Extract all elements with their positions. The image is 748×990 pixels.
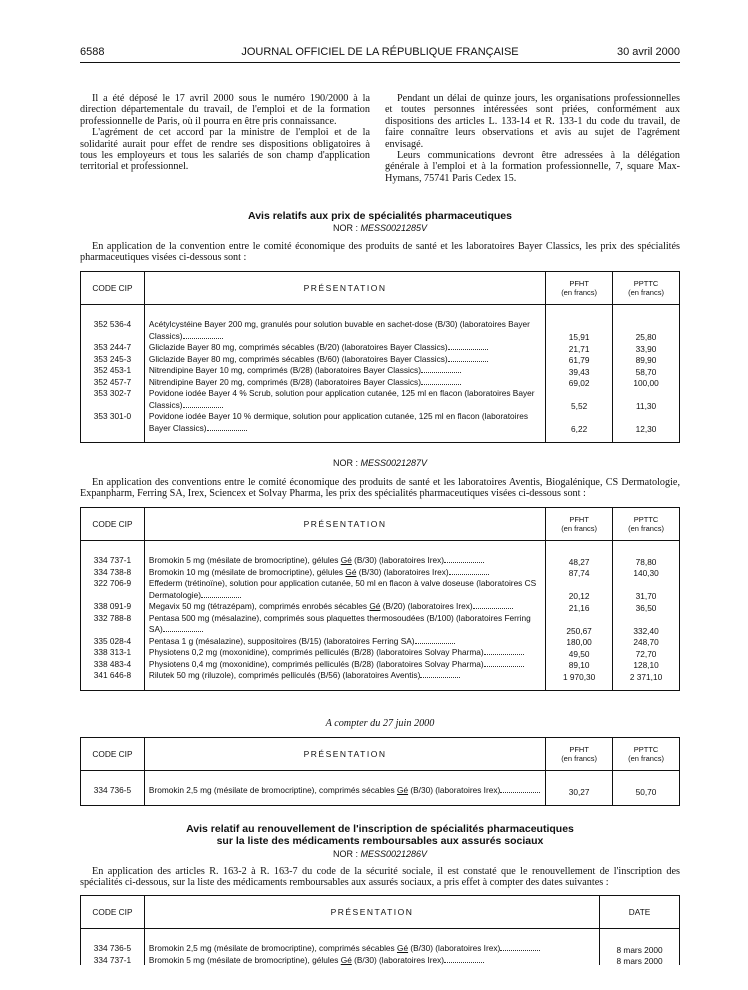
cip-code: 334 738-8 <box>81 567 145 579</box>
pfht-value: 39,43 <box>546 365 613 377</box>
generic-marker: Gé <box>369 601 381 611</box>
presentation-text-suffix: (B/30) (laboratoires Irex) <box>356 566 449 577</box>
pfht-value: 21,16 <box>546 601 613 613</box>
cip-code: 353 301-0 <box>81 411 145 443</box>
col-header-code: CODE CIP <box>81 896 145 929</box>
table-row <box>81 342 680 354</box>
presentation-text: Nitrendipine Bayer 10 mg, comprimés (B/28) (laboratoires Bayer Classics) <box>148 365 421 375</box>
presentation-text: Bromokin 5 mg (mésilate de bromocriptine), gélules <box>148 954 341 965</box>
pfht-value: 48,27 <box>546 541 613 567</box>
price-table-multi-lab <box>80 507 680 691</box>
pfht-value: 20,12 <box>546 578 613 601</box>
cip-code: 322 706-9 <box>81 578 145 601</box>
leader-dots <box>473 602 513 609</box>
pfht-value: 89,10 <box>546 659 613 671</box>
cip-code: 353 245-3 <box>81 354 145 366</box>
cip-code: 353 244-7 <box>81 342 145 354</box>
section-1-title: Avis relatifs aux prix de spécialités pharmaceutiques <box>248 210 512 222</box>
presentation-text: Pentasa 500 mg (mésalazine), comprimés sous plaquettes thermosoudées (B/100) (laboratoires Ferring SA) <box>148 612 531 634</box>
col-header-presentation: PRÉSENTATION <box>144 896 599 929</box>
col-header-presentation: PRÉSENTATION <box>144 272 545 305</box>
presentation-cell <box>144 377 545 389</box>
nor-label: NOR : <box>332 223 358 233</box>
cip-code: 338 091-9 <box>81 601 145 613</box>
leader-dots <box>201 591 241 598</box>
ppttc-value: 332,40 <box>613 613 680 636</box>
generic-marker: Gé <box>345 566 357 577</box>
ppttc-value: 89,90 <box>613 354 680 366</box>
journal-title: JOURNAL OFFICIEL DE LA RÉPUBLIQUE FRANÇAISE <box>241 46 519 58</box>
table-row <box>81 647 680 659</box>
nor-code: MESS0021285V <box>360 223 428 233</box>
reimbursement-table <box>80 895 680 965</box>
ppttc-value: 248,70 <box>613 636 680 648</box>
table-row <box>81 636 680 648</box>
table-row <box>81 365 680 377</box>
presentation-text: Megavix 50 mg (tétrazépam), comprimés enrobés sécables <box>148 601 370 611</box>
presentation-text: Pentasa 1 g (mésalazine), suppositoires (B/15) (laboratoires Ferring SA) <box>148 635 415 646</box>
table-header-row <box>81 896 680 929</box>
cip-code: 338 483-4 <box>81 659 145 671</box>
date-value: 8 mars 2000 <box>600 955 680 966</box>
presentation-cell <box>144 567 545 579</box>
presentation-text: Povidone iodée Bayer 4 % Scrub, solution pour application cutanée, 125 ml en flacon (laboratoires Bayer Classics) <box>148 388 535 410</box>
pfht-value: 49,50 <box>546 647 613 659</box>
pfht-value: 15,91 <box>546 305 613 343</box>
section-4-title-line-2: sur la liste des médicaments remboursables aux assurés sociaux <box>216 835 544 847</box>
section-1-paragraph: En application de la convention entre le comité économique des produits de santé et les laboratoires Bayer Classics, les prix des spécialités pharmaceutiques visées ci-dessous sont : <box>80 241 680 264</box>
intro-left-paragraph-1: Il a été déposé le 17 avril 2000 sous le numéro 190/2000 à la direction départementale du travail, de l'emploi et de la formation professionnelle de Paris, où il pourra en être pris connaissance. <box>80 93 370 127</box>
ppttc-value: 31,70 <box>613 578 680 601</box>
price-table-from-june <box>80 737 680 806</box>
col-header-presentation: PRÉSENTATION <box>144 738 545 771</box>
cip-code: 334 736-5 <box>81 929 145 955</box>
table-row <box>81 578 680 601</box>
presentation-text: Gliclazide Bayer 80 mg, comprimés sécables (B/60) (laboratoires Bayer Classics) <box>148 353 448 364</box>
ppttc-value: 33,90 <box>613 342 680 354</box>
presentation-text: Povidone iodée Bayer 10 % dermique, solution pour application cutanée, 125 ml en flacon (laboratoires Bayer Classics) <box>148 411 529 433</box>
cip-code: 353 302-7 <box>81 388 145 411</box>
leader-dots <box>500 786 540 793</box>
table-header-row <box>81 738 680 771</box>
leader-dots <box>449 568 489 575</box>
col-header-code: CODE CIP <box>81 738 145 771</box>
table-row <box>81 567 680 579</box>
table-row <box>81 388 680 411</box>
table-row <box>81 354 680 366</box>
presentation-cell <box>144 365 545 377</box>
intro-left-paragraph-2: L'agrément de cet accord par la ministre de l'emploi et de la solidarité aurait pour effet de rendre ses dispositions obligatoires à tous les employeurs et tous les salariés de son champ d'application territorial et professionnel. <box>80 127 370 173</box>
presentation-cell <box>144 613 545 636</box>
effective-date-subtitle: A compter du 27 juin 2000 <box>325 718 435 729</box>
presentation-cell <box>144 388 545 411</box>
presentation-cell <box>144 771 545 806</box>
presentation-cell <box>144 647 545 659</box>
col-header-ppttc: PPTTC (en francs) <box>613 508 680 541</box>
col-header-code: CODE CIP <box>81 508 145 541</box>
generic-marker: Gé <box>340 954 352 965</box>
price-table-bayer <box>80 271 680 443</box>
generic-marker: Gé <box>340 555 352 565</box>
section-4-title <box>80 823 680 847</box>
ppttc-value: 50,70 <box>613 771 680 806</box>
presentation-cell <box>144 411 545 443</box>
cip-code: 332 788-8 <box>81 613 145 636</box>
presentation-cell <box>144 670 545 690</box>
presentation-text: Effederm (trétinoïne), solution pour application cutanée, 50 ml en flacon à valve doseuse (laboratoires CS Dermatologie) <box>148 578 537 600</box>
col-header-ppttc: PPTTC (en francs) <box>613 272 680 305</box>
ppttc-value: 2 371,10 <box>613 670 680 690</box>
section-4-title-line-1: Avis relatif au renouvellement de l'inscription de spécialités pharmaceutiques <box>186 823 574 835</box>
presentation-text: Acétylcystéine Bayer 200 mg, granulés pour solution buvable en sachet-dose (B/30) (laboratoires Bayer Classics) <box>148 319 530 341</box>
intro-right-paragraph-1: Pendant un délai de quinze jours, les organisations professionnelles et toutes personnes intéressées sont priées, conformément aux dispositions des articles L. 133-14 et R. 133-1 du code du travail, de faire connaître leurs observations et avis au sujet de l'agrément envisagé. <box>385 93 680 150</box>
col-header-code: CODE CIP <box>81 272 145 305</box>
leader-dots <box>183 332 223 339</box>
ppttc-value: 36,50 <box>613 601 680 613</box>
presentation-text-suffix: (B/20) (laboratoires Irex) <box>380 601 473 611</box>
cip-code: 352 453-1 <box>81 365 145 377</box>
presentation-cell <box>144 955 599 966</box>
ppttc-value: 72,70 <box>613 647 680 659</box>
col-header-pfht: PFHT (en francs) <box>546 738 613 771</box>
cip-code: 338 313-1 <box>81 647 145 659</box>
cip-code: 352 457-7 <box>81 377 145 389</box>
cip-code: 335 028-4 <box>81 636 145 648</box>
presentation-text-suffix: (B/30) (laboratoires Irex) <box>351 954 445 965</box>
leader-dots <box>484 648 524 655</box>
cip-code: 352 536-4 <box>81 305 145 343</box>
table-row <box>81 541 680 567</box>
page-number: 6588 <box>80 46 105 58</box>
section-4-paragraph: En application des articles R. 163-2 à R. 163-7 du code de la sécurité sociale, il est constaté que le renouvellement de l'inscription des spécialités ci-dessous, sur la liste des médicaments remboursables aux assurés sociaux, a pris effet à compter des dates suivantes : <box>80 866 680 889</box>
intro-right-paragraph-2: Leurs communications devront être adressées à la délégation générale à l'emploi et à la formation professionnelle, 7, square Max-Hymans, 75741 Paris Cedex 15. <box>385 150 680 184</box>
cip-code: 334 736-5 <box>81 771 145 806</box>
section-4-nor <box>80 849 680 859</box>
leader-dots <box>444 556 484 563</box>
presentation-text-suffix: (B/30) (laboratoires Irex) <box>408 785 501 795</box>
cip-code: 334 737-1 <box>81 955 145 966</box>
presentation-text: Gliclazide Bayer 80 mg, comprimés sécables (B/20) (laboratoires Bayer Classics) <box>148 342 448 352</box>
table-row <box>81 929 680 955</box>
section-1-nor <box>80 223 680 233</box>
leader-dots <box>448 343 488 350</box>
pfht-value: 180,00 <box>546 636 613 648</box>
ppttc-value: 78,80 <box>613 541 680 567</box>
intro-right-column <box>385 93 680 184</box>
leader-dots <box>415 637 455 644</box>
nor-code: MESS0021286V <box>360 849 428 859</box>
cip-code: 334 737-1 <box>81 541 145 567</box>
table-row <box>81 771 680 806</box>
table-row <box>81 411 680 443</box>
reimbursement-table-clip <box>80 895 680 965</box>
pfht-value: 6,22 <box>546 411 613 443</box>
ppttc-value: 140,30 <box>613 567 680 579</box>
col-header-date: DATE <box>600 896 680 929</box>
ppttc-value: 128,10 <box>613 659 680 671</box>
header-rule <box>80 62 680 63</box>
nor-label: NOR : <box>332 849 358 859</box>
leader-dots <box>421 366 461 373</box>
pfht-value: 250,67 <box>546 613 613 636</box>
presentation-text: Bromokin 5 mg (mésilate de bromocriptine), gélules <box>148 555 341 565</box>
date-value: 8 mars 2000 <box>600 929 680 955</box>
leader-dots <box>444 956 484 963</box>
section-2-nor <box>80 458 680 468</box>
pfht-value: 69,02 <box>546 377 613 389</box>
col-header-ppttc: PPTTC (en francs) <box>613 738 680 771</box>
leader-dots <box>183 401 223 408</box>
table-row <box>81 305 680 343</box>
ppttc-value: 12,30 <box>613 411 680 443</box>
cip-code: 341 646-8 <box>81 670 145 690</box>
intro-left-column <box>80 93 370 173</box>
presentation-cell <box>144 342 545 354</box>
generic-marker: Gé <box>396 943 409 953</box>
leader-dots <box>163 625 203 632</box>
presentation-text: Physiotens 0,2 mg (moxonidine), comprimés pelliculés (B/28) (laboratoires Solvay Pharma) <box>148 647 484 657</box>
leader-dots <box>448 355 488 362</box>
presentation-text: Physiotens 0,4 mg (moxonidine), comprimés pelliculés (B/28) (laboratoires Solvay Pharma) <box>148 658 484 669</box>
table-header-row <box>81 508 680 541</box>
table-header-row <box>81 272 680 305</box>
presentation-cell <box>144 659 545 671</box>
ppttc-value: 100,00 <box>613 377 680 389</box>
presentation-text-suffix: (B/30) (laboratoires Irex) <box>408 943 501 953</box>
pfht-value: 87,74 <box>546 567 613 579</box>
leader-dots <box>420 671 460 678</box>
nor-code: MESS0021287V <box>360 458 428 468</box>
ppttc-value: 25,80 <box>613 305 680 343</box>
presentation-cell <box>144 305 545 343</box>
issue-date: 30 avril 2000 <box>617 46 680 58</box>
table-row <box>81 613 680 636</box>
presentation-cell <box>144 578 545 601</box>
nor-label: NOR : <box>332 458 358 468</box>
table-row <box>81 659 680 671</box>
pfht-value: 21,71 <box>546 342 613 354</box>
presentation-text-suffix: (B/30) (laboratoires Irex) <box>351 555 445 565</box>
presentation-text: Bromokin 10 mg (mésilate de bromocriptine), gélules <box>148 566 346 577</box>
presentation-text: Rilutek 50 mg (riluzole), comprimés pelliculés (B/56) (laboratoires Aventis) <box>148 670 421 680</box>
pfht-value: 30,27 <box>546 771 613 806</box>
presentation-cell <box>144 636 545 648</box>
pfht-value: 1 970,30 <box>546 670 613 690</box>
presentation-cell <box>144 601 545 613</box>
ppttc-value: 58,70 <box>613 365 680 377</box>
ppttc-value: 11,30 <box>613 388 680 411</box>
presentation-cell <box>144 929 599 955</box>
col-header-presentation: PRÉSENTATION <box>144 508 545 541</box>
generic-marker: Gé <box>396 785 409 795</box>
section-2-paragraph: En application des conventions entre le comité économique des produits de santé et les laboratoires Aventis, Biogalénique, CS Dermatologie, Expanpharm, Ferring SA, Irex, Sciencex et Solvay Pharma, les prix des spécialités pharmaceutiques visées ci-dessous sont : <box>80 477 680 500</box>
presentation-text: Nitrendipine Bayer 20 mg, comprimés (B/28) (laboratoires Bayer Classics) <box>148 376 421 387</box>
presentation-text: Bromokin 2,5 mg (mésilate de bromocriptine), comprimés sécables <box>148 943 397 953</box>
table-row <box>81 670 680 690</box>
col-header-pfht: PFHT (en francs) <box>546 508 613 541</box>
table-row <box>81 601 680 613</box>
leader-dots <box>207 424 247 431</box>
presentation-text: Bromokin 2,5 mg (mésilate de bromocriptine), comprimés sécables <box>148 785 397 795</box>
presentation-cell <box>144 354 545 366</box>
leader-dots <box>484 660 524 667</box>
leader-dots <box>500 944 540 951</box>
col-header-pfht: PFHT (en francs) <box>546 272 613 305</box>
table-row <box>81 955 680 966</box>
pfht-value: 5,52 <box>546 388 613 411</box>
pfht-value: 61,79 <box>546 354 613 366</box>
leader-dots <box>421 378 461 385</box>
presentation-cell <box>144 541 545 567</box>
table-row <box>81 377 680 389</box>
